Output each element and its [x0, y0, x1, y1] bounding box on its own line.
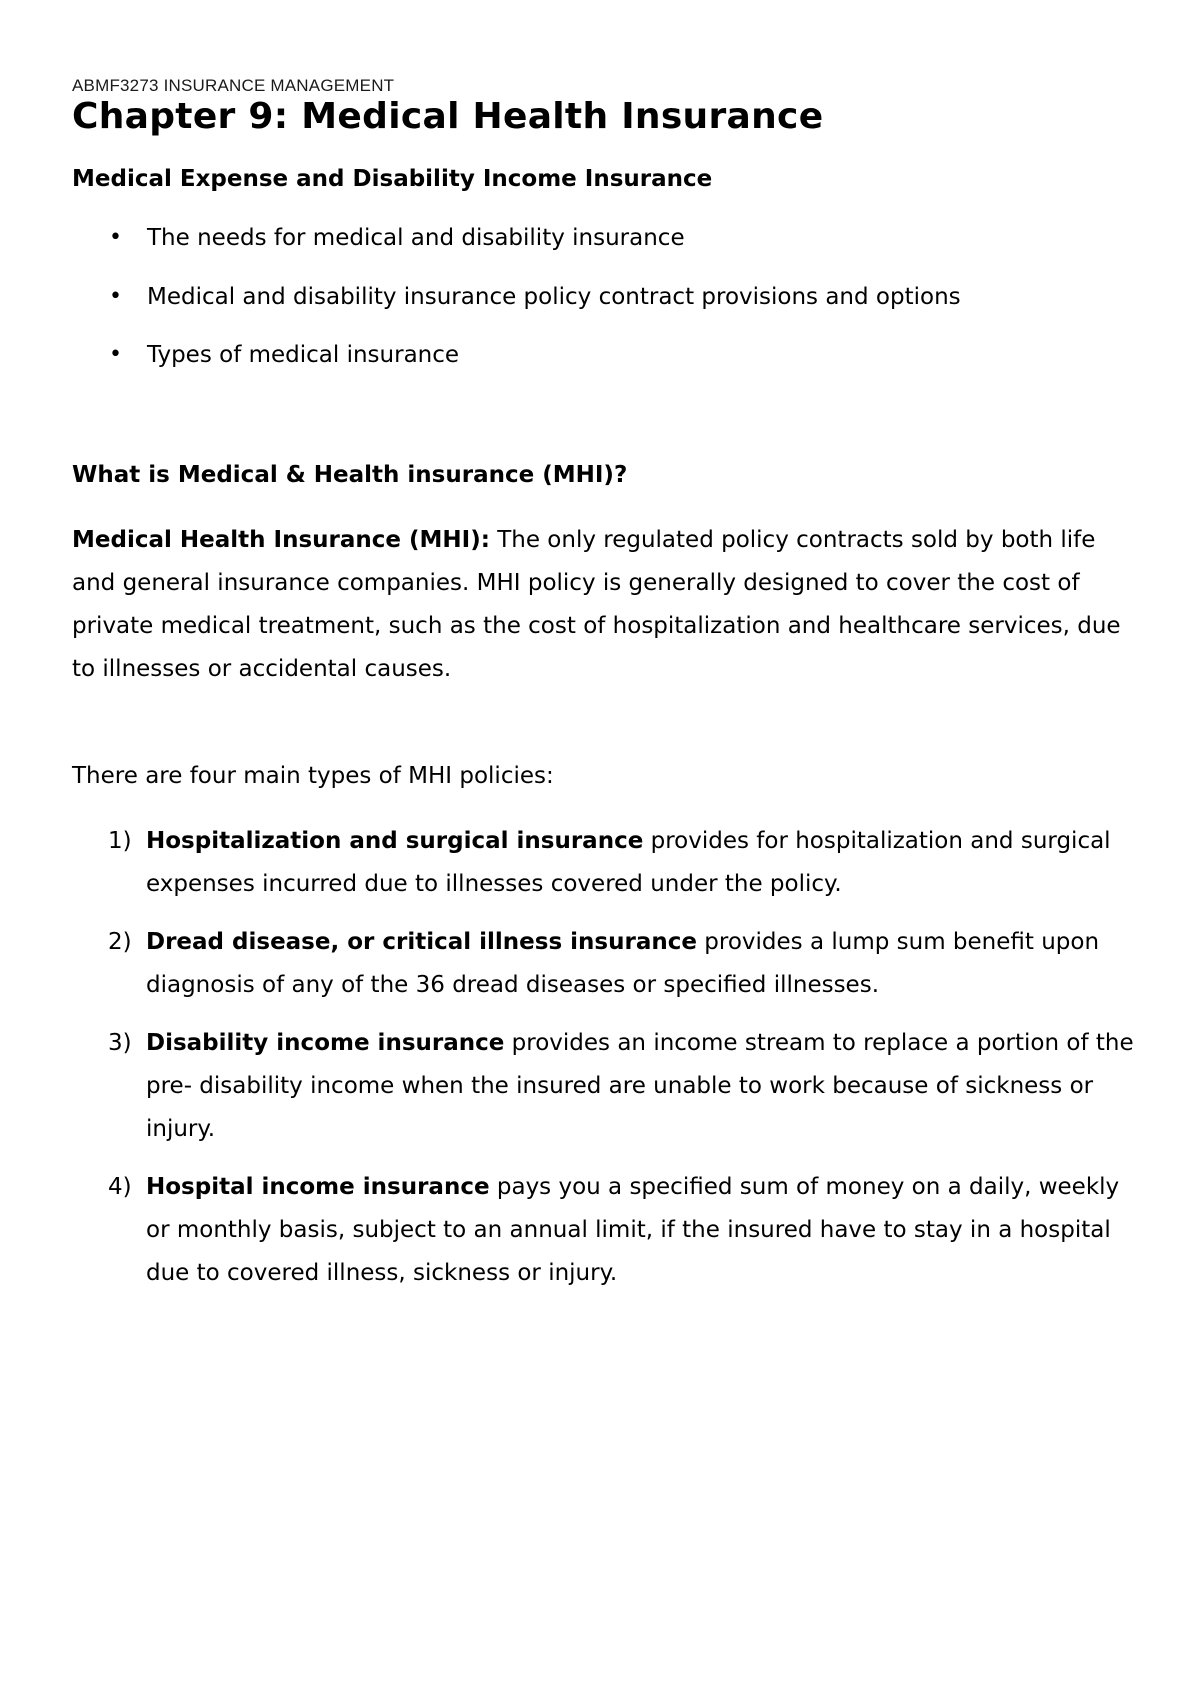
- type-description: pays you a specified sum of money on a daily, weekly or monthly basis, subject to an annual limit, if the insured have to stay in a hospital due to covered illness, sickness or injury.: [146, 1174, 1120, 1286]
- bullet-item: [72, 224, 1152, 283]
- bullet-icon: •: [109, 283, 122, 309]
- types-intro: There are four main types of MHI policies:: [72, 763, 554, 789]
- chapter-title: Chapter 9: Medical Health Insurance: [72, 96, 824, 137]
- type-number: 4): [108, 1174, 132, 1200]
- type-item: [72, 1166, 1142, 1295]
- bullet-text: Medical and disability insurance policy contract provisions and options: [147, 283, 961, 310]
- type-item: [72, 1022, 1142, 1151]
- bullet-text: Types of medical insurance: [147, 342, 460, 368]
- type-number: 3): [108, 1030, 132, 1056]
- type-name: Hospitalization and surgical insurance: [146, 828, 644, 854]
- definition-heading: What is Medical & Health insurance (MHI)?: [72, 462, 628, 488]
- type-item: [72, 820, 1142, 906]
- type-description: provides a lump sum benefit upon diagnosis of any of the 36 dread diseases or specified illnesses.: [146, 929, 1100, 998]
- type-name: Disability income insurance: [146, 1030, 505, 1056]
- definition-term: Medical Health Insurance (MHI):: [72, 527, 490, 553]
- bullet-item: [72, 341, 1152, 400]
- bullet-text: The needs for medical and disability insurance: [147, 225, 685, 251]
- types-list: [72, 820, 1142, 1310]
- type-number: 1): [108, 828, 132, 854]
- overview-heading: Medical Expense and Disability Income Insurance: [72, 166, 713, 192]
- bullet-item: [72, 283, 1152, 342]
- type-name: Hospital income insurance: [146, 1174, 490, 1200]
- type-name: Dread disease, or critical illness insurance: [146, 929, 697, 955]
- course-header: ABMF3273 INSURANCE MANAGEMENT: [72, 76, 395, 95]
- definition-paragraph: [72, 519, 1132, 691]
- overview-bullet-list: [72, 224, 1152, 400]
- type-item: [72, 921, 1142, 1007]
- type-description: provides an income stream to replace a portion of the pre- disability income when the insured are unable to work because of sickness or injury.: [146, 1030, 1134, 1142]
- type-number: 2): [108, 929, 132, 955]
- bullet-icon: •: [109, 342, 122, 367]
- definition-text: The only regulated policy contracts sold by both life and general insurance companies. MHI policy is generally designed to cover the cost of private medical treatment, such as the cost of hospitalization and healthcare services, due to illnesses or accidental causes.: [72, 527, 1121, 682]
- bullet-icon: •: [109, 225, 122, 250]
- type-description: provides for hospitalization and surgical expenses incurred due to illnesses covered under the policy.: [146, 828, 1111, 897]
